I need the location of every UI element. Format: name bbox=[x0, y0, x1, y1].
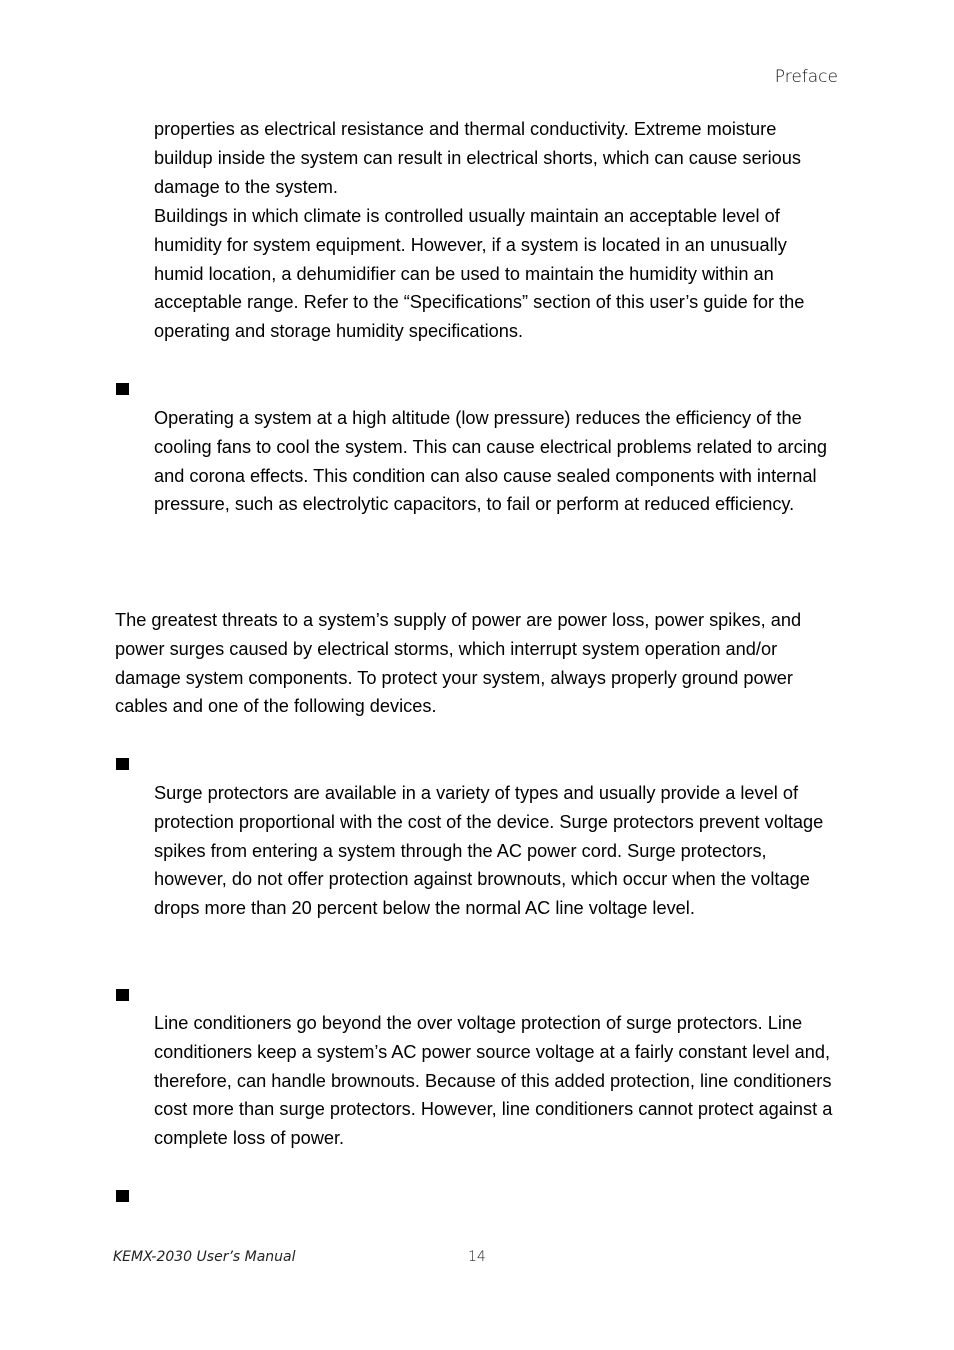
altitude-paragraph: Operating a system at a high altitude (low pressure) reduces the efficiency of the cooling fans to cool the system. This can cause electrical problems related to arcing and corona effects. This condition can also cause sealed components with internal pressure, such as electrolytic capacitors, to fail or perform at reduced efficiency. bbox=[154, 408, 827, 515]
humidity-continued-paragraph: properties as electrical resistance and thermal conductivity. Extreme moisture buildup inside the system can result in electrical shorts, which can cause serious damage to the system. bbox=[154, 119, 801, 197]
footer-manual-title: KEMX-2030 User’s Manual bbox=[113, 1249, 296, 1265]
bullet-square-icon bbox=[116, 1190, 129, 1202]
surge-protectors-paragraph: Surge protectors are available in a variety of types and usually provide a level of protection proportional with the cost of the device. Surge protectors prevent voltage spikes from entering a system through the AC power cord. Surge protectors, however, do not offer protection against brownouts, which occur when the voltage drops more than 20 percent below the normal AC line voltage level. bbox=[154, 783, 824, 919]
bullet-square-icon bbox=[116, 989, 129, 1001]
bullet-square-icon bbox=[116, 758, 129, 770]
footer-page-number: 14 bbox=[468, 1249, 486, 1265]
line-conditioners-paragraph: Line conditioners go beyond the over voltage protection of surge protectors. Line conditioners keep a system’s AC power source voltage at a fairly constant level and, therefore, can handle brownouts. Because of this added protection, line conditioners cost more than surge protectors. However, line conditioners cannot protect against a complete loss of power. bbox=[154, 1013, 833, 1149]
power-threats-paragraph: The greatest threats to a system’s supply of power are power loss, power spikes, and power surges caused by electrical storms, which interrupt system operation and/or damage system components. To protect your system, always properly ground power cables and one of the following devices. bbox=[115, 610, 802, 717]
bullet-square-icon bbox=[116, 383, 129, 395]
humidity-buildings-paragraph: Buildings in which climate is controlled usually maintain an acceptable level of humidity for system equipment. However, if a system is located in an unusually humid location, a dehumidifier can be used to maintain the humidity within an acceptable range. Refer to the “Specifications” section of this user’s guide for the operating and storage humidity specifications. bbox=[154, 206, 805, 342]
section-header: Preface bbox=[774, 67, 838, 87]
